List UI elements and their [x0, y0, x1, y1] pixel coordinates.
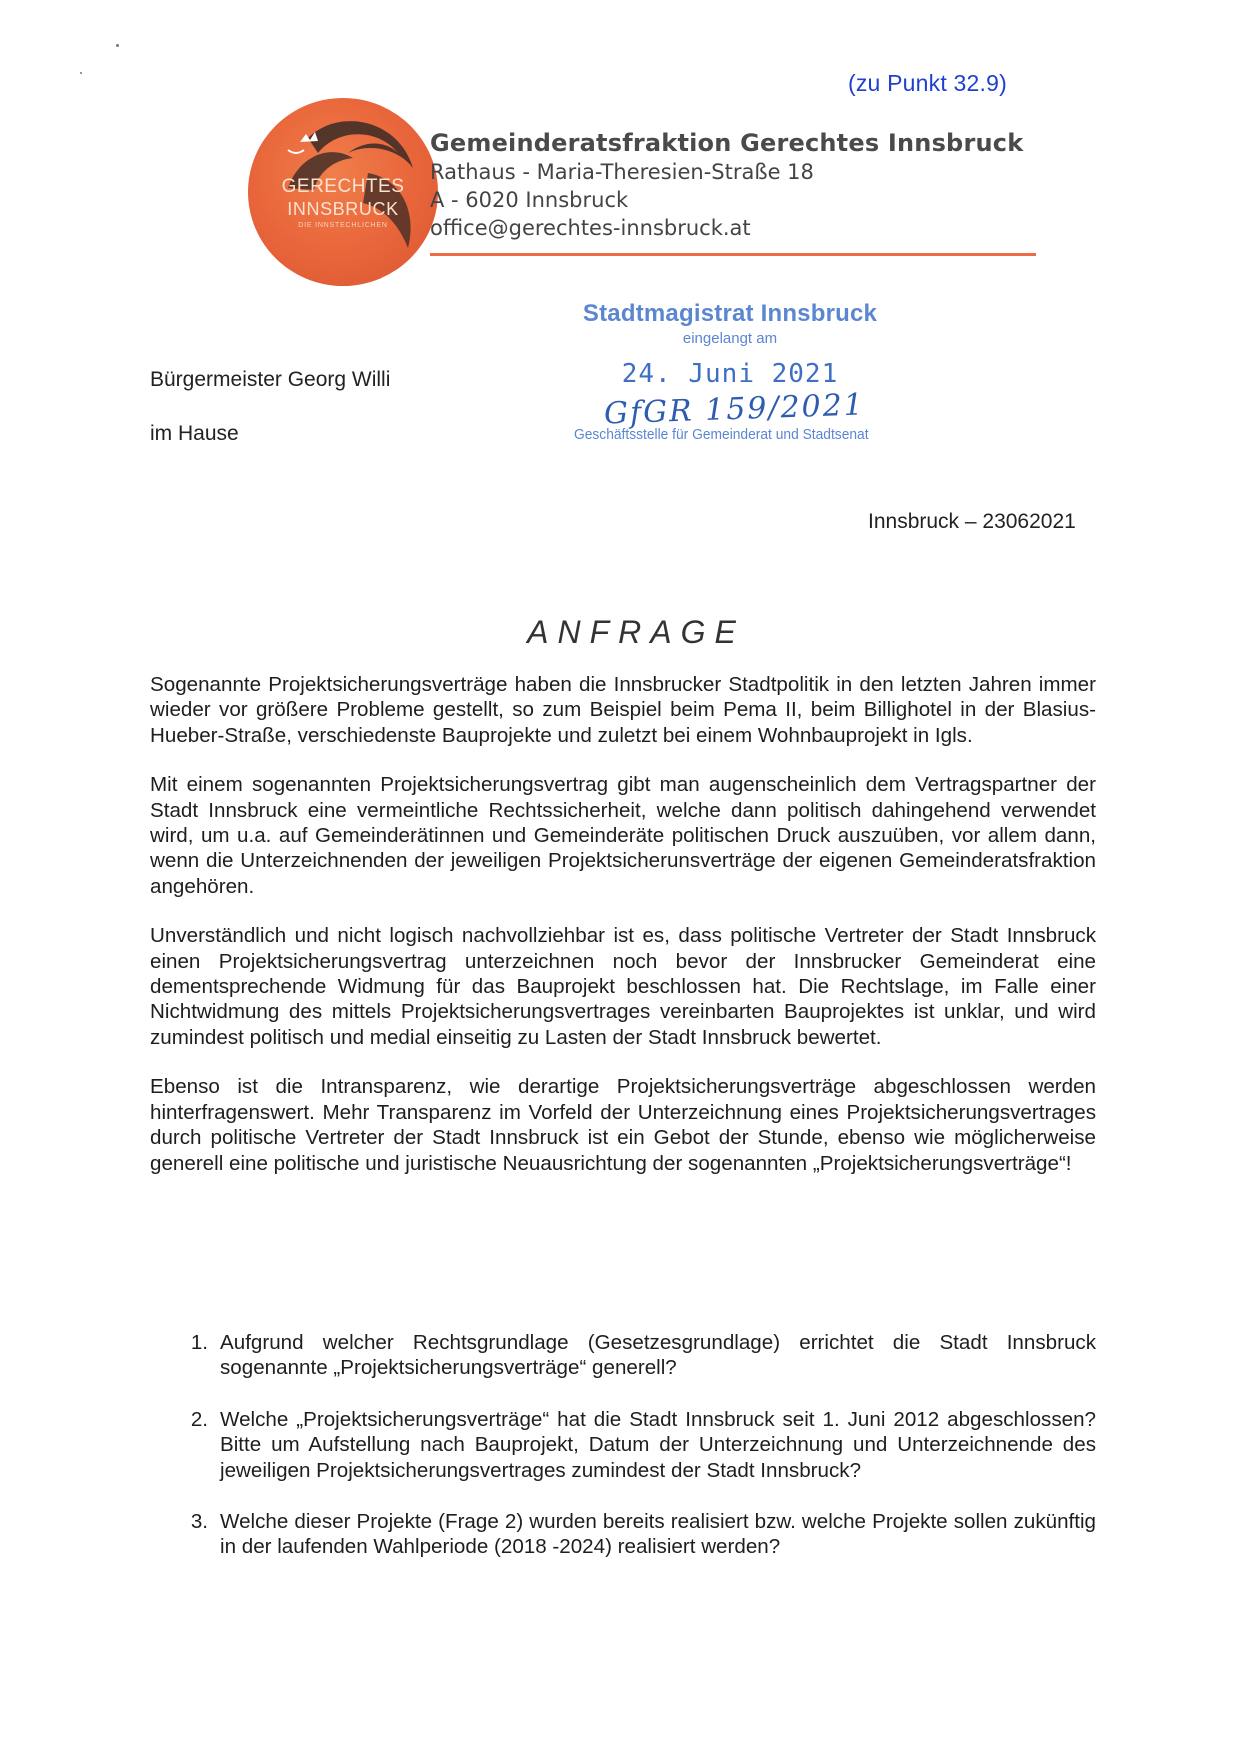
- question-number: 1.: [190, 1331, 208, 1354]
- addressee-location: im Hause: [150, 422, 239, 445]
- question-item: [150, 1330, 1096, 1381]
- stamp-date: 24. Juni 2021: [621, 359, 839, 389]
- question-text: Welche dieser Projekte (Frage 2) wurden bereits realisiert bzw. welche Projekte sollen zukünftig in der laufenden Wahlperiode (2018 -2024) realisiert werden?: [220, 1510, 1096, 1559]
- question-text: Welche „Projektsicherungsverträge“ hat die Stadt Innsbruck seit 1. Juni 2012 abgeschlossen? Bitte um Aufstellung nach Bauprojekt, Datum der Unterzeichnung und Unterzeichnende des jeweiligen Projektsicherungsvertrages zumindest der Stadt Innsbruck?: [220, 1407, 1096, 1482]
- letterhead: [430, 128, 1023, 242]
- body-paragraph: Ebenso ist die Intransparenz, wie derartige Projektsicherungsverträge abgeschlossen werden hinterfragenswert. Mehr Transparenz im Vorfeld der Unterzeichnung eines Projektsicherungsvertrages durch politische Vertreter der Stadt Innsbruck ist ein Gebot der Stunde, ebenso wie möglicherweise generell eine politische und juristische Neuausrichtung der sogenannten „Projektsicherungsverträge“!: [150, 1075, 1096, 1175]
- stamp-received-label: eingelangt am: [682, 330, 778, 347]
- logo-text-top: GERECHTES: [281, 176, 405, 197]
- agenda-reference: (zu Punkt 32.9): [848, 70, 1007, 96]
- scan-speck: [80, 72, 82, 74]
- party-logo: [248, 98, 438, 286]
- received-stamp: [570, 300, 890, 443]
- place-and-date: Innsbruck – 23062021: [868, 510, 1076, 533]
- addressee-name: Bürgermeister Georg Willi: [150, 368, 391, 391]
- letterhead-address-line1: Rathaus - Maria-Theresien-Straße 18: [430, 160, 814, 184]
- letterhead-title: Gemeinderatsfraktion Gerechtes Innsbruck: [430, 129, 1024, 157]
- body-paragraph: Mit einem sogenannten Projektsicherungsvertrag gibt man augenscheinlich dem Vertragspartner der Stadt Innsbruck eine vermeintliche Rechtssicherheit, welche dann politisch dahingehend verwendet wird, um u.a. auf Gemeinderätinnen und Gemeinderäte politischen Druck auszuüben, vor allem dann, wenn die Unterzeichnenden der jeweiligen Projektsicherunsverträge der eigenen Gemeinderatsfraktion angehören.: [150, 773, 1096, 898]
- letter-body: [150, 672, 1096, 1200]
- logo-text-bottom: DIE INNSTECHLICHEN: [298, 222, 388, 229]
- letterhead-address-line2: A - 6020 Innsbruck: [430, 188, 629, 212]
- question-item: [150, 1509, 1096, 1560]
- logo-text-middle: INNSBRUCK: [287, 199, 399, 219]
- stamp-office: Stadtmagistrat Innsbruck: [582, 300, 878, 327]
- body-paragraph: Sogenannte Projektsicherungsverträge haben die Innsbrucker Stadtpolitik in den letzten Jahren immer wieder vor größere Probleme gestellt, so zum Beispiel beim Pema II, beim Billighotel in der Blasius-Hueber-Straße, verschiedenste Bauprojekte und zuletzt bei einem Wohnbauprojekt in Igls.: [150, 673, 1096, 747]
- letterhead-divider: [430, 253, 1036, 256]
- question-text: Aufgrund welcher Rechtsgrundlage (Gesetzesgrundlage) errichtet die Stadt Innsbruck sogenannte „Projektsicherungsverträge“ generell?: [220, 1331, 1096, 1380]
- stamp-department: Geschäftsstelle für Gemeinderat und Stadtsenat: [574, 426, 869, 443]
- question-list: [150, 1330, 1096, 1586]
- letterhead-email: office@gerechtes-innsbruck.at: [430, 216, 751, 240]
- addressee-block: [150, 353, 390, 461]
- question-number: 3.: [190, 1510, 208, 1534]
- document-title: ANFRAGE: [527, 614, 745, 650]
- question-number: 2.: [190, 1407, 208, 1431]
- question-item: [150, 1407, 1096, 1483]
- scan-speck: [116, 44, 119, 47]
- stamp-handwritten-reference: GfGR 159/2021: [603, 387, 866, 432]
- body-paragraph: Unverständlich und nicht logisch nachvollziehbar ist es, dass politische Vertreter der Stadt Innsbruck einen Projektsicherungsvertrag unterzeichnen noch bevor der Innsbrucker Gemeinderat eine dementsprechende Widmung für das Bauprojekt beschlossen hat. Die Rechtslage, im Falle einer Nichtwidmung des mittels Projektsicherungsvertrages vereinbarten Bauprojektes ist unklar, und wird zumindest politisch und medial einseitig zu Lasten der Stadt Innsbruck bewertet.: [150, 924, 1096, 1049]
